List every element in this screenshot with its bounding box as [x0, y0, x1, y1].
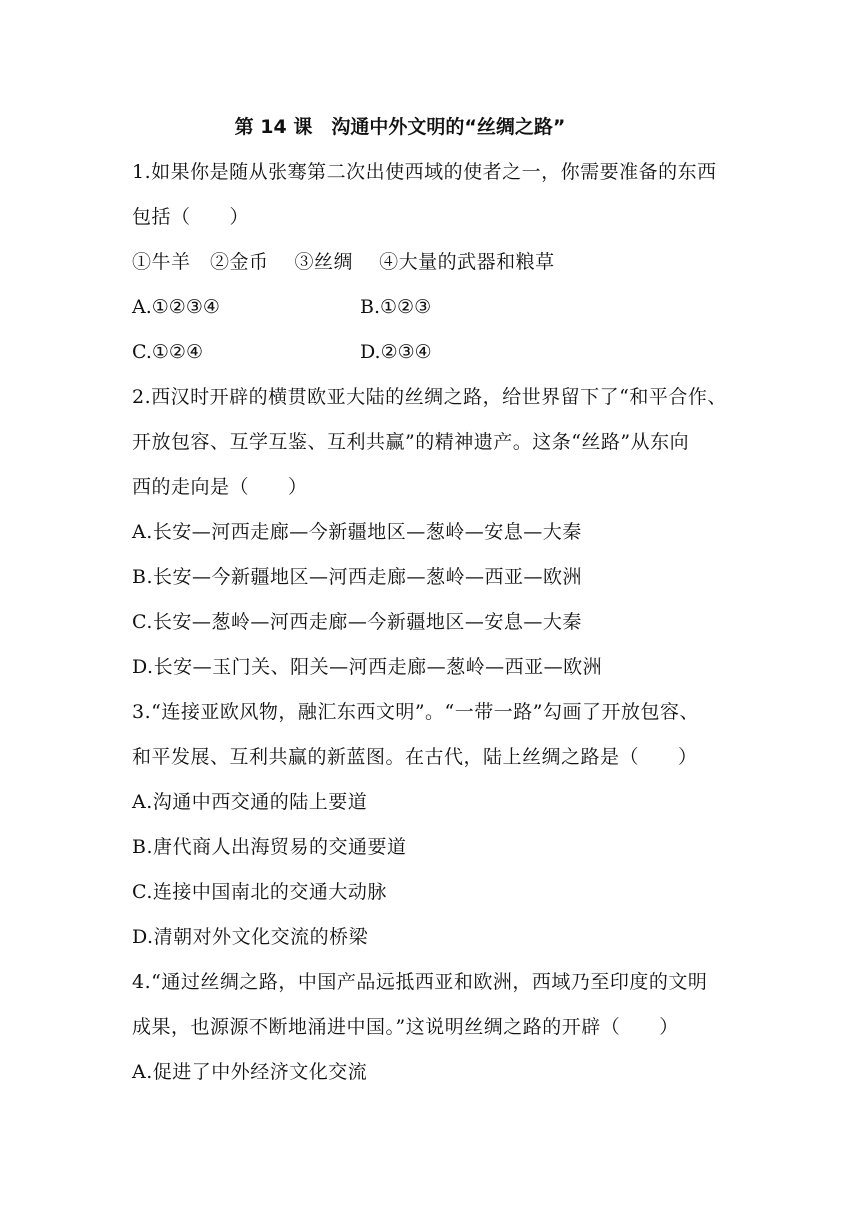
- q2-stem-line-1: 2.西汉时开辟的横贯欧亚大陆的丝绸之路，给世界留下了“和平合作、: [132, 386, 727, 408]
- q4-option-a: A.促进了中外经济文化交流: [132, 1061, 368, 1083]
- q2-option-c: C.长安—葱岭—河西走廊—今新疆地区—安息—大秦: [132, 611, 582, 633]
- q3-stem-line-1: 3.“连接亚欧风物，融汇东西文明”。“一带一路”勾画了开放包容、: [132, 701, 699, 723]
- q1-option-d: D.②③④: [360, 341, 432, 363]
- q2-stem-line-2: 开放包容、互学互鉴、互利共赢”的精神遗产。这条“丝路”从东向: [132, 431, 690, 453]
- q3-option-d: D.清朝对外文化交流的桥梁: [132, 926, 369, 948]
- lesson-title: 第 14 课 沟通中外文明的“丝绸之路”: [234, 116, 566, 138]
- q3-option-b: B.唐代商人出海贸易的交通要道: [132, 836, 407, 858]
- q3-stem-line-2: 和平发展、互利共赢的新蓝图。在古代，陆上丝绸之路是（ ）: [132, 746, 698, 768]
- q4-stem-line-2: 成果，也源源不断地涌进中国。”这说明丝绸之路的开辟（ ）: [132, 1016, 679, 1038]
- q3-option-a: A.沟通中西交通的陆上要道: [132, 791, 368, 813]
- q2-option-d: D.长安—玉门关、阳关—河西走廊—葱岭—西亚—欧洲: [132, 656, 603, 678]
- q1-stem-line-2: 包括（ ）: [132, 206, 250, 228]
- q2-stem-line-3: 西的走向是（ ）: [132, 476, 308, 498]
- q3-option-c: C.连接中国南北的交通大动脉: [132, 881, 387, 903]
- q1-option-c: C.①②④: [132, 341, 203, 363]
- q1-option-b: B.①②③: [360, 296, 432, 318]
- q2-option-b: B.长安—今新疆地区—河西走廊—葱岭—西亚—欧洲: [132, 566, 583, 588]
- q1-options-row-1: [132, 292, 432, 322]
- q2-option-a: A.长安—河西走廊—今新疆地区—葱岭—安息—大秦: [132, 521, 582, 543]
- q1-option-a: A.①②③④: [132, 296, 220, 318]
- q1-stem-line-1: 1.如果你是随从张骞第二次出使西域的使者之一，你需要准备的东西: [132, 161, 717, 183]
- q4-stem-line-1: 4.“通过丝绸之路，中国产品远抵西亚和欧洲，西域乃至印度的文明: [132, 971, 708, 993]
- q1-items: ①牛羊 ②金币 ③丝绸 ④大量的武器和粮草: [132, 251, 555, 273]
- q1-options-row-2: [132, 337, 432, 367]
